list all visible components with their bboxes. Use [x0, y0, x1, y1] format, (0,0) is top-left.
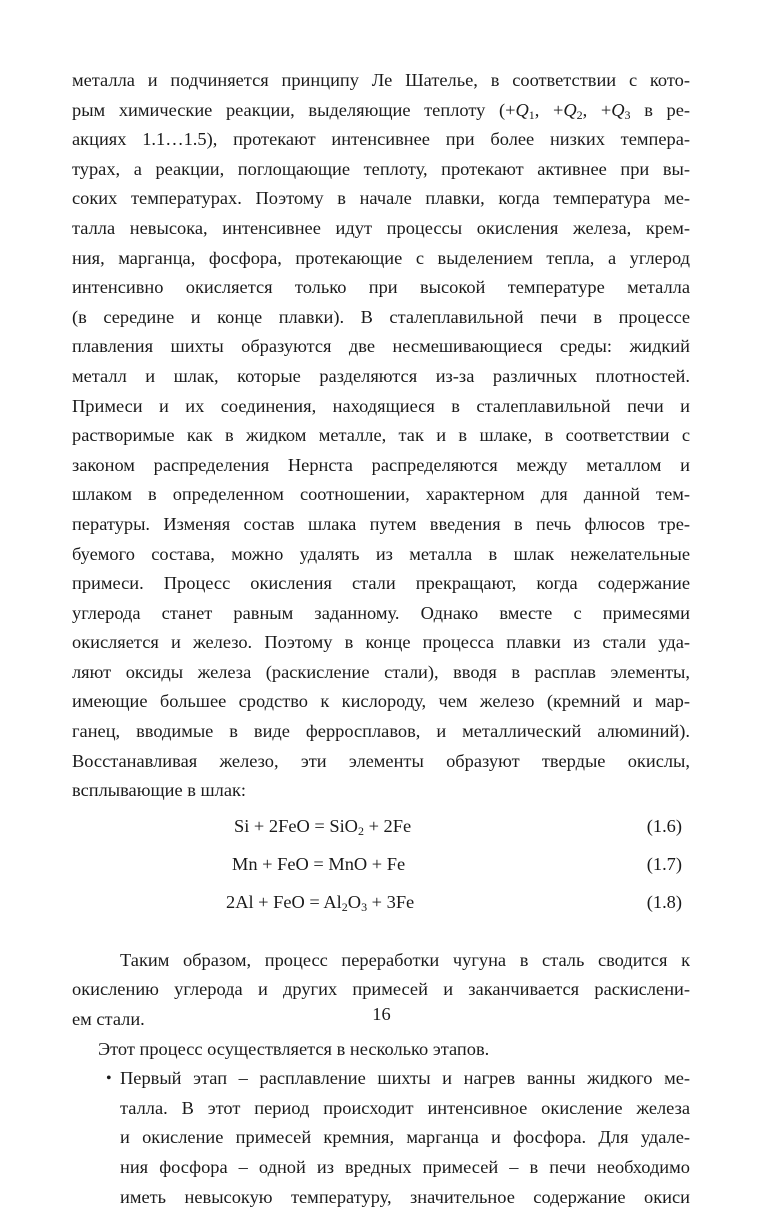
text-line: окисляется и железо. Поэтому в конце процесса плавки из стали уда- [72, 632, 690, 653]
equation-body: Mn + FeO = MnO + Fe [232, 853, 406, 874]
text-line: ем стали. [72, 1009, 145, 1030]
text-line: ляют оксиды железа (раскисление стали), вводя в расплав элементы, [72, 661, 690, 682]
text-line: металл и шлак, которые разделяются из-за различных плотностей. [72, 365, 690, 386]
page-number: 16 [372, 1004, 391, 1024]
text-line: соких температурах. Поэтому в начале плавки, когда температура ме- [72, 188, 690, 209]
text-line: растворимые как в жидком металле, так и в шлаке, в соответствии с [72, 425, 690, 446]
text-line: имеющие большее сродство к кислороду, чем железо (кремний и мар- [72, 691, 690, 712]
bullet-icon: • [106, 1070, 112, 1088]
equation-body: 2Al + FeO = $Al_2O_3 + 3Fe$ [226, 891, 415, 914]
text-line: акциях 1.1…1.5), протекают интенсивнее при более низких темпера- [72, 129, 690, 150]
equation-1-7 [72, 846, 690, 882]
equation-number: (1.8) [646, 891, 682, 912]
text-line: ганец, вводимые в виде ферросплавов, и металлический алюминий). [72, 721, 690, 742]
page-body [72, 66, 690, 1212]
text-line: Восстанавливая железо, эти элементы образуют твердые окислы, [72, 750, 690, 771]
text-line: углерода станет равным заданному. Однако вместе с примесями [72, 602, 690, 623]
text-line: пературы. Изменяя состав шлака путем введения в печь флюсов тре- [72, 513, 690, 534]
text-line: законом распределения Нернста распределяются между металлом и [72, 454, 690, 475]
text-line: плавления шихты образуются две несмешивающиеся среды: жидкий [72, 336, 690, 357]
text-line: и окисление примесей кремния, марганца и фосфора. Для удале- [120, 1127, 690, 1148]
text-line: буемого состава, можно удалять из металла в шлак нежелательные [72, 543, 690, 564]
text-line: (в середине и конце плавки). В сталеплавильной печи в процессе [72, 306, 690, 327]
text-line: иметь невысокую температуру, значительное содержание окиси [120, 1186, 690, 1207]
equations-block [72, 808, 690, 920]
paragraph-main [72, 66, 690, 806]
text-line: турах, а реакции, поглощающие теплоту, протекают активнее при вы- [72, 158, 690, 179]
text-line: Таким образом, процесс переработки чугуна в сталь сводится к [120, 949, 690, 970]
equation-1-8 [72, 884, 690, 920]
text-line: примеси. Процесс окисления стали прекращают, когда содержание [72, 573, 690, 594]
text-line: Примеси и их соединения, находящиеся в сталеплавильной печи и [72, 395, 690, 416]
equation-1-6 [72, 808, 690, 844]
text-line: всплывающие в шлак: [72, 780, 247, 801]
text-line: металла и подчиняется принципу Ле Шателье, в соответствии с кото- [72, 70, 690, 90]
text-line: ния фосфора – одной из вредных примесей – в печи необходимо [120, 1157, 690, 1177]
equation-body: Si + 2FeO = SiO$_2$ + 2Fe [234, 815, 412, 838]
list-item [72, 1064, 690, 1212]
text-line: шлаком в определенном соотношении, характерном для данной тем- [72, 484, 690, 505]
text-line-q-values: рым химические реакции, выделяющие теплоту ($+Q_1$, $+Q_2$, $+Q_3$ в ре- [72, 99, 690, 122]
text-line: интенсивно окисляется только при высокой температуре металла [72, 277, 690, 298]
text-line: Этот процесс осуществляется в несколько этапов. [98, 1038, 490, 1059]
text-line: ния, марганца, фосфора, протекающие с выделением тепла, а углерод [72, 247, 690, 268]
text-line: талла невысока, интенсивнее идут процессы окисления железа, крем- [72, 217, 690, 238]
paragraph-stages-intro [72, 1035, 690, 1065]
text-line: талла. В этот период происходит интенсивное окисление железа [120, 1097, 690, 1118]
text-line: Первый этап – расплавление шихты и нагрев ванны жидкого ме- [120, 1068, 690, 1089]
equation-number: (1.6) [646, 815, 682, 836]
equation-number: (1.7) [646, 853, 682, 874]
text-line: окислению углерода и других примесей и заканчивается раскислени- [72, 979, 690, 1000]
